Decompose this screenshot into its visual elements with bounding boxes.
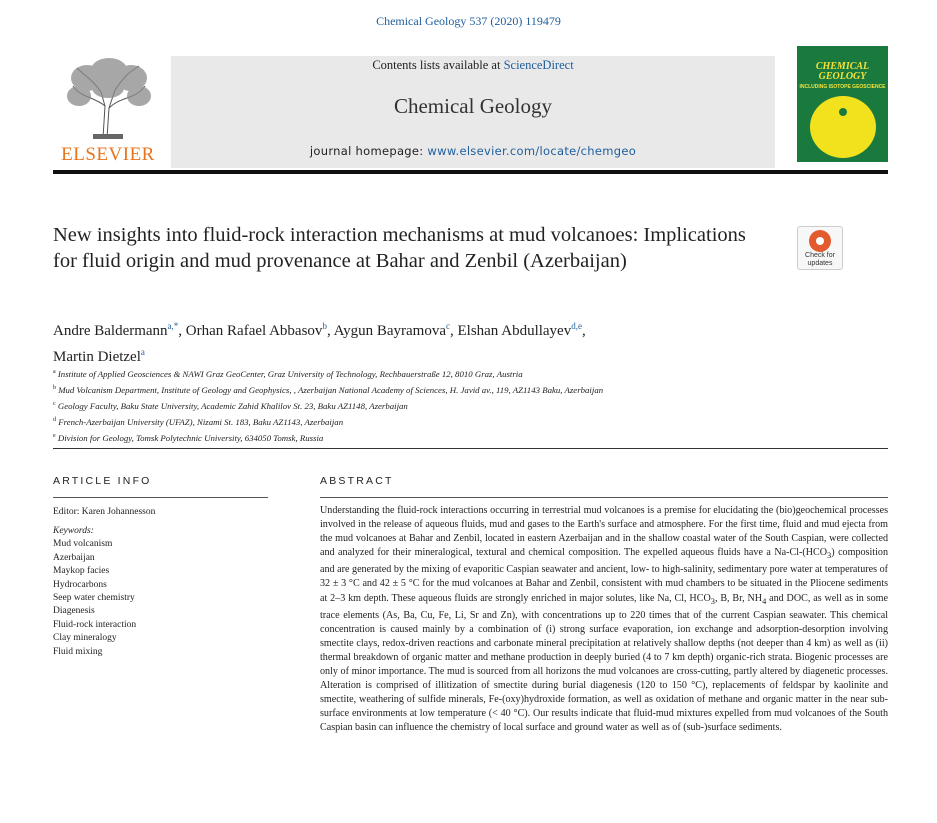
keywords-block <box>53 525 136 659</box>
article-title: New insights into fluid-rock interaction mechanisms at mud volcanoes: Implications for fluid origin and mud provenance at Bahar and Zenbil (Azerbaijan) <box>53 224 746 272</box>
author-name[interactable]: Elshan Abdullayev <box>457 323 572 339</box>
cover-dot-icon <box>839 108 847 116</box>
keyword-item: Seep water chemistry <box>53 593 135 604</box>
affiliation-item <box>53 381 813 397</box>
cover-subtitle: INCLUDING ISOTOPE GEOSCIENCE <box>799 84 886 90</box>
journal-citation[interactable]: Chemical Geology 537 (2020) 119479 <box>376 14 561 28</box>
affiliation-text: Mud Volcanism Department, Institute of Geology and Geophysics, , Azerbaijan National Academy of Sciences, H. Javid av., 119, AZ1143 Baku, Azerbaijan <box>58 384 604 395</box>
abstract-rule <box>320 497 888 498</box>
author-separator: , <box>449 323 458 339</box>
abstract-segment: , B, Br, NH <box>714 592 763 604</box>
author-name[interactable]: Orhan Rafael Abbasov <box>185 323 323 339</box>
contents-prefix: Contents lists available at <box>372 58 504 72</box>
keyword-item: Clay mineralogy <box>53 633 117 644</box>
author-affiliation-marker[interactable]: a <box>140 347 145 357</box>
affiliation-key: c <box>53 400 56 407</box>
abstract-segment: Understanding the fluid-rock interactions occurring in terrestrial mud volcanoes is a premise for elucidating the (bio)geochemical processes involved in the release of aqueous fluids, mud and gases to the Earth's surface and atmosphere. For the first time, fluid and mud ejecta from the mud volcanoes at Bahar and Zenbil, located in eastern Azerbaijan and in the shallow coastal water of the South Caspian, were collected and analyzed for their mineralogical, textural and chemical composition. The expelled aqueous fluids have a Na-Cl-(HCO <box>320 505 888 559</box>
journal-homepage <box>171 144 775 158</box>
keyword-item: Hydrocarbons <box>53 579 107 590</box>
affiliation-key: e <box>53 432 56 439</box>
author-affiliation-marker[interactable]: a,* <box>167 321 179 331</box>
author-separator: , <box>581 323 586 339</box>
sciencedirect-link[interactable]: ScienceDirect <box>503 58 574 72</box>
abstract-subscript: 4 <box>762 596 767 606</box>
elsevier-logo[interactable] <box>53 56 163 166</box>
author-affiliation-marker[interactable]: d,e <box>571 321 582 331</box>
keyword-item: Diagenesis <box>53 606 95 617</box>
homepage-link[interactable]: www.elsevier.com/locate/chemgeo <box>427 144 637 158</box>
editor-line: Editor: Karen Johannesson <box>53 507 156 517</box>
author-list <box>53 316 753 368</box>
author-separator: , <box>178 323 186 339</box>
affiliation-item <box>53 365 813 381</box>
author-separator: , <box>326 323 334 339</box>
cover-yellow-disc-icon <box>810 96 876 158</box>
section-divider <box>53 448 888 449</box>
affiliation-list <box>53 365 813 445</box>
affiliation-text: Geology Faculty, Baku State University, Academic Zahid Khalilov St. 23, Baku AZ1148, Azerbaijan <box>57 400 408 411</box>
article-info-heading: ARTICLE INFO <box>53 475 152 487</box>
keyword-item: Maykop facies <box>53 566 110 577</box>
affiliation-text: Division for Geology, Tomsk Polytechnic University, 634050 Tomsk, Russia <box>57 432 324 443</box>
abstract-subscript: 3 <box>710 596 715 606</box>
abstract-heading: ABSTRACT <box>320 475 394 487</box>
keyword-item: Fluid-rock interaction <box>53 619 137 630</box>
journal-cover[interactable] <box>797 46 888 162</box>
abstract-text <box>320 504 888 736</box>
keyword-item: Mud volcanism <box>53 539 113 550</box>
affiliation-text: French-Azerbaijan University (UFAZ), Nizami St. 183, Baku AZ1143, Azerbaijan <box>58 416 344 427</box>
elsevier-tree-icon <box>63 56 153 140</box>
keyword-item: Azerbaijan <box>53 552 95 563</box>
affiliation-item <box>53 413 813 429</box>
homepage-prefix: journal homepage: <box>309 144 428 158</box>
keyword-item: Fluid mixing <box>53 646 103 657</box>
affiliation-text: Institute of Applied Geosciences & NAWI Graz GeoCenter, Graz University of Technology, Rechbauerstraße 12, 8010 Graz, Austria <box>57 368 523 379</box>
check-updates-icon <box>809 230 831 252</box>
affiliation-key: d <box>53 416 56 423</box>
author-affiliation-marker[interactable]: b <box>322 321 327 331</box>
journal-name: Chemical Geology <box>393 94 553 118</box>
affiliation-item <box>53 397 813 413</box>
header-divider <box>53 170 888 174</box>
author-name[interactable]: Martin Dietzel <box>53 349 141 365</box>
check-for-updates-button[interactable] <box>797 226 843 270</box>
contents-availability <box>171 58 775 73</box>
article-info-rule <box>53 497 268 498</box>
keywords-heading: Keywords: <box>53 526 94 536</box>
elsevier-wordmark: ELSEVIER <box>61 144 155 165</box>
affiliation-key: a <box>53 369 56 375</box>
abstract-subscript: 3 <box>827 551 832 561</box>
author-name[interactable]: Andre Baldermann <box>53 323 168 339</box>
check-updates-label: Check for updates <box>805 252 835 267</box>
affiliation-item <box>53 429 813 445</box>
affiliation-key: b <box>53 384 56 391</box>
journal-banner <box>171 56 775 168</box>
abstract-segment: and DOC, as well as in some trace elements (As, Ba, Cu, Fe, Li, Sr and Zn), with concentrations up to 220 times that of the current Caspian seawater. This chemical concentration is caused mainly by a combination of (i) strong surface evaporation, ion exchange and adsorption-desorption involving smectite clays, redox-driven reactions and carbonate mineral precipitation at relatively shallow depths (not deeper than 4 km) as well as (ii) thermal breakdown of organic matter and methane production in deeply buried (4 to 7 km depth) organic-rich strata. Biogenic processes are only of minor importance. The mud is sourced from all horizons the mud volcanoes are cross-cutting, partly altered by diagenetic processes. Alteration is comprised of illitization of smectite during burial diagenesis (120 to 150 °C), replacements of feldspar by kaolinite and smectite, weathering of sulfide minerals, Fe-(oxy)hydroxide formation, as well as oxidation of methane and organic matter in the near sub-surface environments at low temperature (< 40 °C). Our results indicate that fluid-mud mixtures expelled from mud volcanoes of the South Caspian basin can influence the chemistry of local surface and ground water as well as of (sub-)surface sediments. <box>320 592 888 734</box>
author-name[interactable]: Aygun Bayramova <box>333 323 446 339</box>
abstract-segment: ) composition and are generated by the mixing of evaporitic Caspian seawater and ancient, low- to high-salinity, sedimentary pore water at temperatures of 32 ± 3 °C and 42 ± 5 °C for the mud volcanoes at Bahar and Zenbil, consistent with mud chambers to be situated in the Pliocene sediments at 2–3 km depth. These aqueous fluids are strongly enriched in major solutes, like Na, Cl, HCO <box>320 547 888 604</box>
cover-title: CHEMICAL GEOLOGY <box>815 61 870 82</box>
author-affiliation-marker[interactable]: c <box>445 321 450 331</box>
